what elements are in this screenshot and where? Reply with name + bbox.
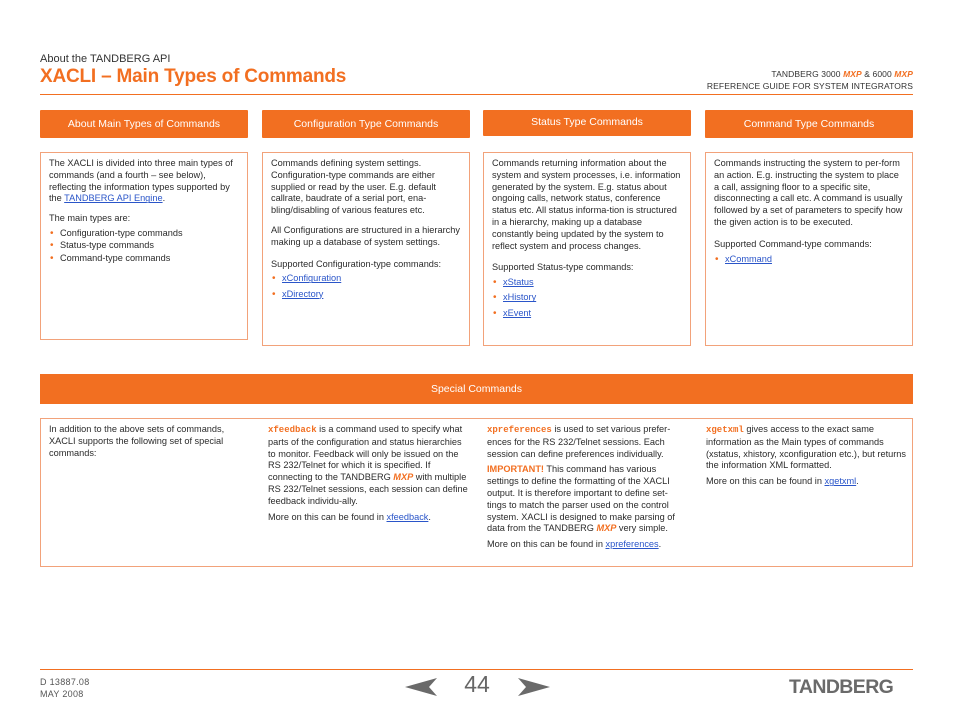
arrow-left-icon[interactable] <box>405 678 437 696</box>
guide-label: REFERENCE GUIDE FOR SYSTEM INTEGRATORS <box>706 81 913 91</box>
list-item: • Status-type commands <box>49 240 239 252</box>
command-text: Commands instructing the system to per-form an action. E.g. instructing the system to place a call, assigning floor to a specific site, disconnecting a call etc. A command is usually followed by a set of parameters to specify how the given action is to be executed. <box>714 158 903 227</box>
list-item <box>714 254 904 266</box>
xhistory-link[interactable]: xHistory <box>503 292 537 303</box>
xfeedback-link[interactable]: xfeedback <box>386 511 429 522</box>
special-xpreferences <box>487 424 687 555</box>
xgetxml-link[interactable]: xgetxml <box>824 476 857 487</box>
page-title: XACLI – Main Types of Commands <box>40 66 347 87</box>
xfeedback-more: More on this can be found in xfeedback. <box>268 511 431 522</box>
api-engine-link[interactable]: TANDBERG API Engine <box>64 193 163 204</box>
xfeedback-description: xfeedback is a command used to specify what parts of the configuration and status hierarchies to monitor. Feedback will only be issued on the RS 232/Telnet for which it is specified. If connecting to the TANDBERG MXP with multiple RS 232/Telnet sessions, each session can define feedback individu-ally. <box>268 424 468 506</box>
section-breadcrumb: About the TANDBERG API <box>40 53 171 65</box>
xgetxml-more: More on this can be found in xgetxml. <box>706 476 859 487</box>
list-item <box>492 277 682 289</box>
status-text: Commands returning information about the system and system processes, i.e. information generated by the system. E.g. status about ongoing calls, network status, conference status etc. All status informa-tion is structured in a hierarchy, making up a database constantly being updated by the system to reflect system and process changes. <box>492 158 681 251</box>
document-info <box>40 676 90 700</box>
list-item <box>271 273 461 285</box>
special-intro: In addition to the above sets of commands, XACLI supports the following set of special commands: <box>49 424 225 458</box>
heading-status-type: Status Type Commands <box>483 110 691 136</box>
special-xfeedback <box>268 424 468 527</box>
product-line: TANDBERG 3000 MXP & 6000 MXP <box>771 69 913 79</box>
status-supported-label: Supported Status-type commands: <box>492 262 634 273</box>
xpreferences-description: xpreferences is used to set various prefer-ences for the RS 232/Telnet sessions. Each session can define preferences individually. <box>487 424 671 459</box>
configuration-text: Commands defining system settings. Configuration-type commands are either supplied or read by the user. E.g. default callrate, baudrate of a serial port, ena-bling/disabling of various features etc. <box>271 158 436 216</box>
xpreferences-important: IMPORTANT! This command has various settings to define the formatting of the XACLI output. It is therefore important to define set-tings to match the parser used on the control system. XACLI is designed to make parsing of data from the TANDBERG MXP very simple. <box>487 464 675 534</box>
xdirectory-link[interactable]: xDirectory <box>282 288 324 299</box>
box-status-type <box>483 152 691 346</box>
arrow-right-icon[interactable] <box>518 678 550 696</box>
header-divider <box>40 94 913 95</box>
xevent-link[interactable]: xEvent <box>503 307 532 318</box>
brand-logo: TANDBERG <box>789 676 894 698</box>
xcommand-link[interactable]: xCommand <box>725 253 772 264</box>
about-text: The XACLI is divided into three main types of commands (and a fourth – see below), reflecting the information types supported by the TANDBERG API Engine. <box>49 158 233 204</box>
xpreferences-link[interactable]: xpreferences <box>605 539 659 550</box>
heading-configuration-type: Configuration Type Commands <box>262 110 470 138</box>
page-number: 44 <box>464 671 490 697</box>
configuration-supported-label: Supported Configuration-type commands: <box>271 258 442 269</box>
box-configuration-type <box>262 152 470 346</box>
list-item <box>271 289 461 301</box>
heading-special-commands: Special Commands <box>40 374 913 404</box>
document-date: MAY 2008 <box>40 689 84 699</box>
command-commands-list <box>714 254 904 266</box>
command-supported-label: Supported Command-type commands: <box>714 238 872 249</box>
special-xgetxml <box>706 424 906 492</box>
document-number: D 13887.08 <box>40 677 90 687</box>
xpreferences-more: More on this can be found in xpreferences. <box>487 539 662 550</box>
list-item <box>492 308 682 320</box>
footer-divider <box>40 669 913 670</box>
xconfiguration-link[interactable]: xConfiguration <box>282 273 342 284</box>
box-command-type <box>705 152 913 346</box>
heading-command-type: Command Type Commands <box>705 110 913 138</box>
main-types-label: The main types are: <box>49 213 131 224</box>
main-types-list <box>49 228 239 264</box>
configuration-hierarchy-text: All Configurations are structured in a hierarchy making up a database of system settings. <box>271 224 460 247</box>
status-commands-list <box>492 277 682 319</box>
box-special-commands <box>40 418 913 567</box>
product-header <box>707 68 913 92</box>
heading-about-main-types: About Main Types of Commands <box>40 110 248 138</box>
configuration-commands-list <box>271 273 461 300</box>
xgetxml-description: xgetxml gives access to the exact same information as the Main types of commands (xstatus, xhistory, xconfiguration etc.), but returns the information XML formatted. <box>706 424 906 471</box>
list-item: • Configuration-type commands <box>49 228 239 240</box>
list-item: • Command-type commands <box>49 253 239 265</box>
xstatus-link[interactable]: xStatus <box>503 277 534 288</box>
box-about-main-types <box>40 152 248 340</box>
list-item <box>492 292 682 304</box>
